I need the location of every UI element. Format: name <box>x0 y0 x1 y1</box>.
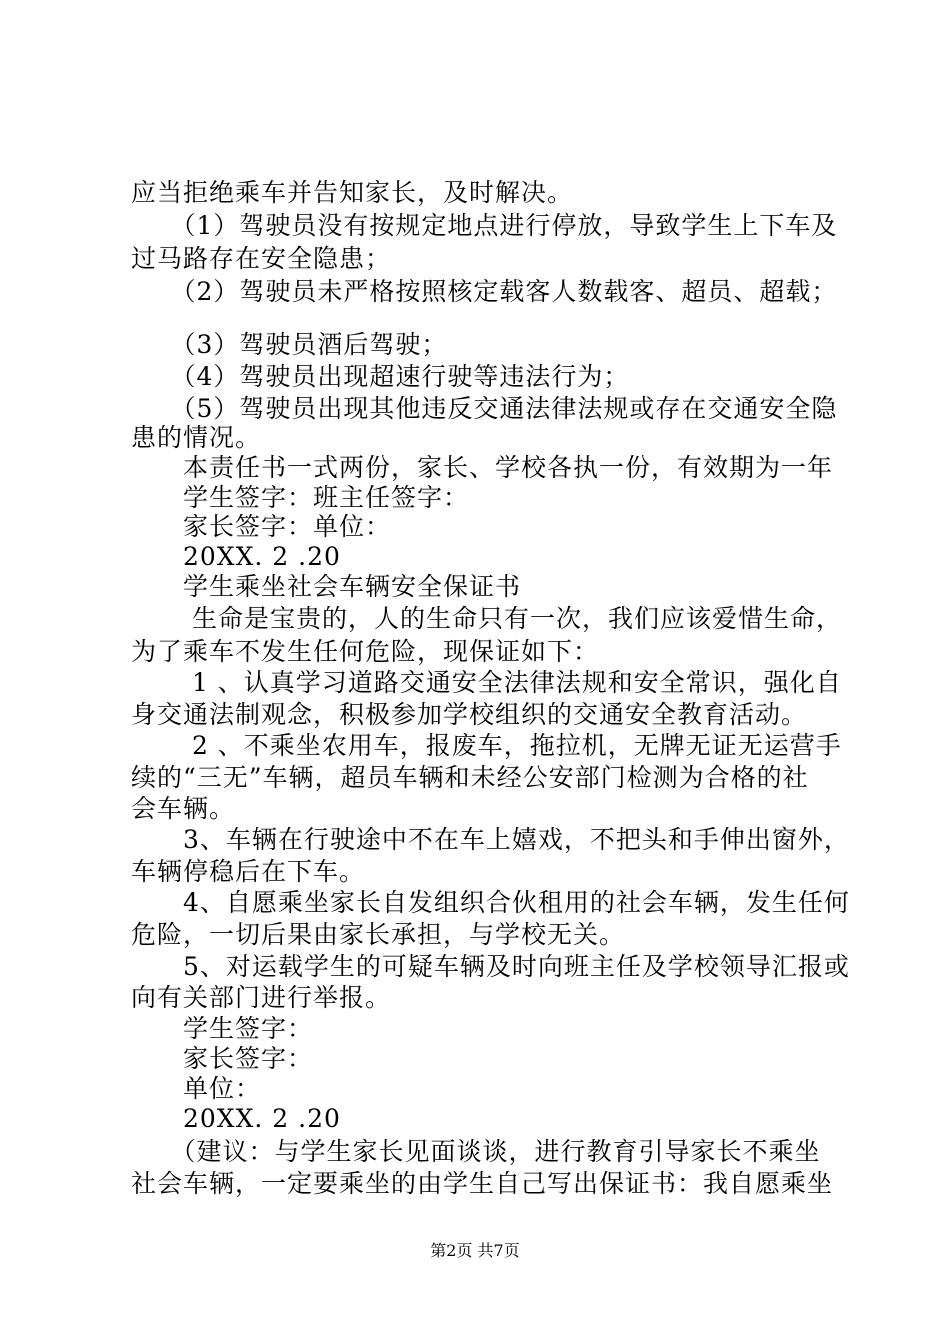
text-line: （3）驾驶员酒后驾驶； <box>131 330 448 359</box>
text-line: 家长签字：单位： <box>131 512 392 541</box>
text-line: 过马路存在安全隐患； <box>131 244 392 273</box>
text-line: 1 、认真学习道路交通安全法律法规和安全常识，强化自 <box>131 668 842 697</box>
text-line: 学生乘坐社会车辆安全保证书 <box>131 572 522 601</box>
text-line: 为了乘车不发生任何危险，现保证如下： <box>131 637 600 666</box>
text-line: 20XX. 2 .20 <box>131 1104 341 1133</box>
text-line: 危险，一切后果由家长承担，与学校无关。 <box>131 920 626 949</box>
text-line: （1）驾驶员没有按规定地点进行停放，导致学生上下车及 <box>131 211 838 240</box>
text-line: 身交通法制观念，积极参加学校组织的交通安全教育活动。 <box>131 700 808 729</box>
page-number-footer: 第2页 共7页 <box>430 1241 520 1260</box>
text-line: 社会车辆，一定要乘坐的由学生自己写出保证书：我自愿乘坐 <box>131 1169 834 1198</box>
text-line: 家长签字： <box>131 1044 314 1073</box>
text-line: （4）驾驶员出现超速行驶等违法行为； <box>131 362 630 391</box>
text-line: 学生签字： <box>131 1014 314 1043</box>
text-line: （2）驾驶员未严格按照核定载客人数载客、超员、超载； <box>131 277 838 306</box>
text-line: 学生签字：班主任签字： <box>131 483 470 512</box>
text-line: 会车辆。 <box>131 794 236 823</box>
text-line: （建议：与学生家长见面谈谈，进行教育引导家长不乘坐 <box>131 1137 821 1166</box>
text-line: 2 、不乘坐农用车，报废车，拖拉机，无牌无证无运营手 <box>131 731 842 760</box>
text-line: 车辆停稳后在下车。 <box>131 857 366 886</box>
text-line: 患的情况。 <box>131 423 262 452</box>
text-line: 续的“三无”车辆，超员车辆和未经公安部门检测为合格的社 <box>131 763 809 792</box>
text-line: 向有关部门进行举报。 <box>131 983 392 1012</box>
text-line: 4、自愿乘坐家长自发组织合伙租用的社会车辆，发生任何 <box>131 888 850 917</box>
text-line: 3、车辆在行驶途中不在车上嬉戏，不把头和手伸出窗外， <box>131 825 850 854</box>
text-line: 5、对运载学生的可疑车辆及时向班主任及学校领导汇报或 <box>131 952 850 981</box>
text-line: 20XX. 2 .20 <box>131 542 341 571</box>
text-line: 生命是宝贵的，人的生命只有一次，我们应该爱惜生命， <box>131 604 842 633</box>
text-line: （5）驾驶员出现其他违反交通法律法规或存在交通安全隐 <box>131 394 838 423</box>
text-line: 单位： <box>131 1074 262 1103</box>
text-line: 应当拒绝乘车并告知家长，及时解决。 <box>131 178 574 207</box>
text-line: 本责任书一式两份，家长、学校各执一份，有效期为一年 <box>131 453 834 482</box>
